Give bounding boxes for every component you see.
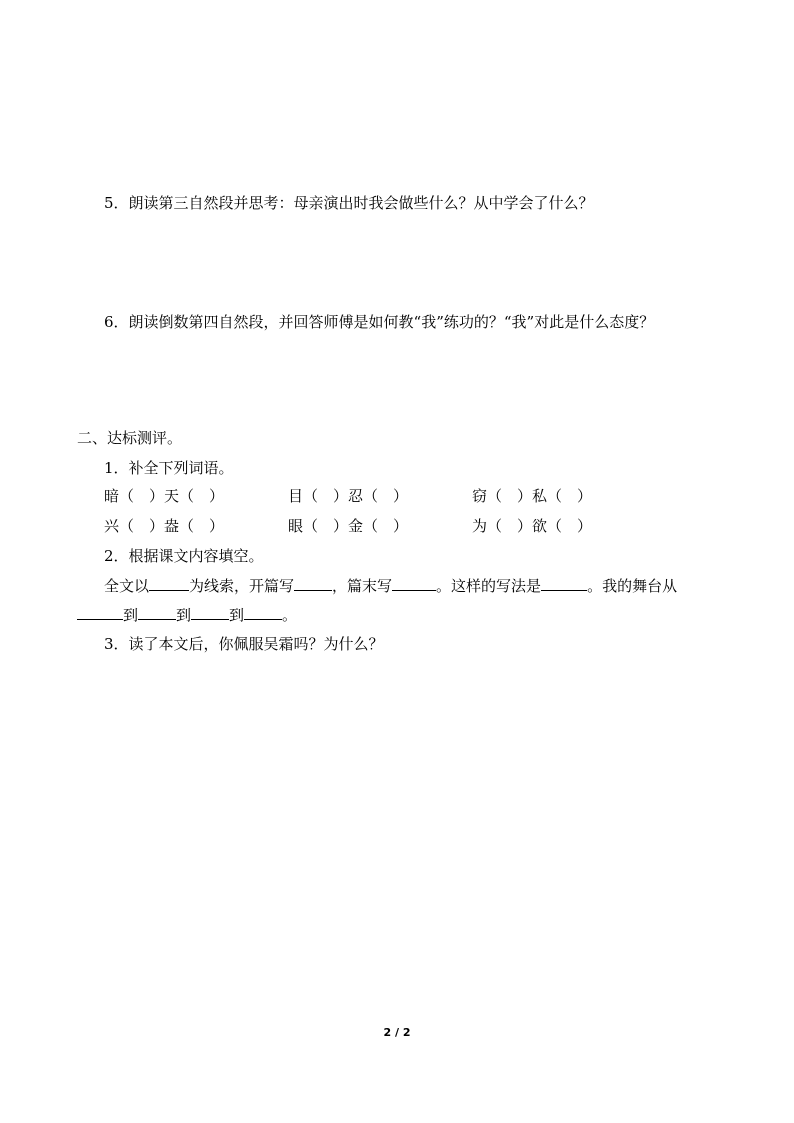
- fill-blank[interactable]: [138, 605, 176, 620]
- word-fill-item: 眼（ ）金（ ）: [288, 517, 409, 535]
- q2-fill-line-1: [104, 576, 677, 596]
- q2-text: ，篇末写: [332, 577, 393, 595]
- question-6: 6．朗读倒数第四自然段，并回答师傅是如何教“我”练功的？“我”对此是什么态度？: [104, 313, 655, 331]
- fill-blank[interactable]: [541, 576, 587, 591]
- q1-label: 1．补全下列词语。: [104, 459, 234, 477]
- q2-fill-line-2: [77, 605, 297, 625]
- q2-text: 。这样的写法是: [436, 577, 542, 595]
- q2-text: 。我的舞台从: [587, 577, 678, 595]
- word-fill-item: 兴（ ）盎（ ）: [104, 517, 225, 535]
- page-number: 2 / 2: [383, 1026, 411, 1039]
- word-fill-item: 为（ ）欲（ ）: [472, 517, 593, 535]
- fill-blank[interactable]: [244, 605, 282, 620]
- q2-text: 为线索，开篇写: [189, 577, 295, 595]
- word-fill-item: 目（ ）忍（ ）: [288, 487, 409, 505]
- fill-blank[interactable]: [392, 576, 436, 591]
- section-heading: 二、达标测评。: [77, 429, 183, 447]
- question-5: 5．朗读第三自然段并思考：母亲演出时我会做些什么？从中学会了什么？: [104, 194, 594, 212]
- q2-text: 。: [282, 606, 298, 624]
- q2-label: 2．根据课文内容填空。: [104, 547, 264, 565]
- q2-text: 到: [176, 606, 192, 624]
- word-fill-item: 暗（ ）天（ ）: [104, 487, 225, 505]
- word-fill-item: 窃（ ）私（ ）: [472, 487, 593, 505]
- q2-text: 全文以: [104, 577, 150, 595]
- fill-blank[interactable]: [294, 576, 332, 591]
- fill-blank[interactable]: [191, 605, 229, 620]
- fill-blank[interactable]: [77, 605, 123, 620]
- fill-blank[interactable]: [149, 576, 189, 591]
- q2-text: 到: [123, 606, 139, 624]
- q3-label: 3．读了本文后，你佩服吴霜吗？为什么？: [104, 635, 384, 653]
- q2-text: 到: [229, 606, 245, 624]
